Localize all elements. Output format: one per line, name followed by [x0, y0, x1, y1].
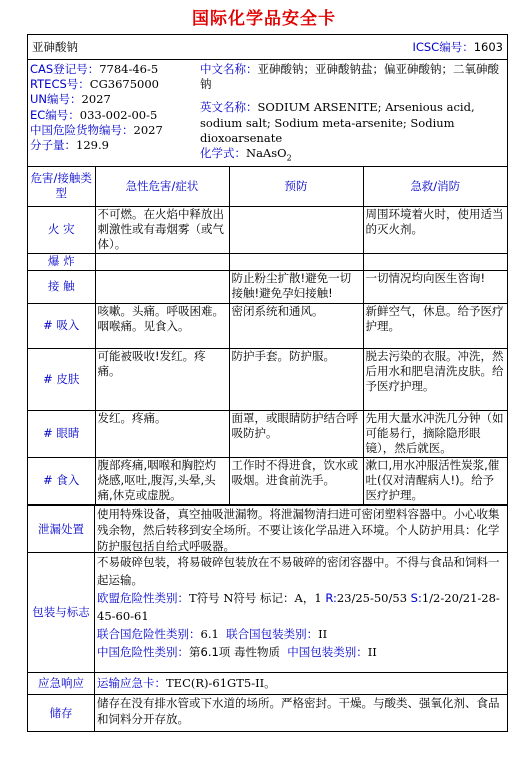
table-row [28, 206, 507, 253]
storage-label: 储存 [28, 695, 95, 731]
row-acute: 腹部疼痛,咽喉和胸腔灼烧感,呕吐,腹泻,头晕,头痛,休克或虚脱。 [95, 457, 229, 504]
rtecs-value: CG3675000 [89, 77, 159, 92]
eu-class-value: T符号 N符号 标记：A，1 [189, 590, 326, 605]
identifier-section [28, 60, 507, 167]
zh-name-label: 中文名称： [200, 62, 258, 76]
formula-main: NaAsO [246, 146, 287, 161]
icsc-label: ICSC编号： [412, 40, 474, 54]
emergency-label: 应急响应 [28, 673, 95, 694]
row-aid: 漱口,用水冲服活性炭浆,催吐(仅对清醒病人!)。给予医疗护理。 [363, 457, 507, 504]
table-row [28, 348, 507, 410]
row-aid: 新鲜空气，休息。给予医疗护理。 [363, 303, 507, 348]
packaging-label: 包装与标志 [28, 553, 95, 672]
un-pack-value: II [318, 626, 328, 641]
hazard-header-row [28, 167, 507, 206]
row-aid: 一切情况均向医生咨询! [363, 270, 507, 303]
emergency-section [28, 673, 507, 695]
cn-pack-value: II [367, 644, 377, 659]
eu-class-line [97, 589, 505, 625]
row-prevent: 防护手套。防护服。 [229, 348, 363, 410]
un-pack-label: 联合国包装类别： [226, 626, 319, 641]
row-category: 爆 炸 [28, 253, 95, 270]
safety-card [27, 34, 508, 732]
row-acute: 不可燃。在火焰中释放出刺激性或有毒烟雾（或气体）。 [95, 206, 229, 253]
cas-line [30, 62, 196, 77]
mw-label: 分子量： [30, 138, 76, 153]
row-prevent: 工作时不得进食，饮水或吸烟。进食前洗手。 [229, 457, 363, 504]
spill-section [28, 506, 507, 553]
row-category: 火 灾 [28, 206, 95, 253]
emergency-card-label: 运输应急卡： [97, 675, 166, 690]
emergency-content [95, 673, 507, 694]
icsc-value: 1603 [473, 40, 503, 54]
row-aid: 脱去污染的衣服。冲洗，然后用水和肥皂清洗皮肤。给予医疗护理。 [363, 348, 507, 410]
row-prevent: 防止粉尘扩散!避免一切接触!避免孕妇接触! [229, 270, 363, 303]
formula-line [200, 146, 505, 166]
header-acute: 急性危害/症状 [95, 167, 229, 206]
cn-danger-label: 中国危险货物编号： [30, 122, 134, 137]
row-category: # 食入 [28, 457, 95, 504]
table-row [28, 270, 507, 303]
row-aid: 先用大量水冲洗几分钟（如可能易行，摘除隐形眼镜），然后就医。 [363, 410, 507, 457]
icsc-number [412, 39, 503, 55]
packaging-section [28, 553, 507, 673]
mw-line [30, 138, 196, 153]
row-prevent [229, 206, 363, 253]
row-aid [363, 253, 507, 270]
mw-value: 129.9 [76, 138, 109, 153]
storage-text: 储存在没有排水管或下水道的场所。严格密封。干燥。与酸类、强氧化剂、食品和饲料分开存放。 [97, 695, 500, 726]
ec-line [30, 108, 196, 123]
cas-value: 7784-46-5 [99, 62, 159, 76]
zh-name-value: 亚砷酸钠；亚砷酸钠盐；偏亚砷酸钠；二氧砷酸钠 [200, 62, 499, 92]
hazard-table [28, 167, 507, 505]
spill-label: 泄漏处置 [28, 506, 95, 552]
cn-class-label: 中国危险性类别： [97, 644, 189, 659]
chemical-name: 亚砷酸钠 [32, 40, 78, 54]
cas-label: CAS登记号： [30, 62, 100, 76]
r-label: R: [325, 590, 337, 605]
row-aid: 周围环境着火时，使用适当的灭火剂。 [363, 206, 507, 253]
cn-class-line [97, 643, 505, 661]
name-bar [28, 35, 507, 60]
table-row [28, 457, 507, 504]
eu-class-label: 欧盟危险性类别： [97, 590, 189, 605]
un-line [30, 92, 196, 107]
en-name-block [200, 100, 505, 146]
row-acute [95, 270, 229, 303]
s-label: S: [410, 590, 422, 605]
row-acute [95, 253, 229, 270]
row-prevent [229, 253, 363, 270]
row-acute: 发红。疼痛。 [95, 410, 229, 457]
un-class-line [97, 625, 505, 643]
identifier-column [28, 60, 198, 166]
ec-label: EC编号： [30, 107, 80, 122]
zh-name-block [200, 62, 505, 92]
ec-value: 033-002-00-5 [79, 107, 158, 122]
packaging-content [95, 553, 507, 672]
row-prevent: 面罩，或眼睛防护结合呼吸防护。 [229, 410, 363, 457]
card-title: 国际化学品安全卡 [192, 9, 336, 29]
hazard-table-row [28, 167, 507, 506]
spill-text: 使用特殊设备，真空抽吸泄漏物。将泄漏物清扫进可密闭塑料容器中。小心收集残余物，然后转移到安全场所。不要让该化学品进入环境。个人防护用具：化学防护服包括自给式呼吸器。 [97, 506, 500, 553]
un-value: 2027 [81, 92, 111, 107]
row-category: # 吸入 [28, 303, 95, 348]
row-category: 接 触 [28, 270, 95, 303]
header-prevent: 预防 [229, 167, 363, 206]
row-category: # 眼睛 [28, 410, 95, 457]
en-name-value: SODIUM ARSENITE; Arsenious acid, sodium salt; Sodium meta-arsenite; Sodium dioxoarsenate [200, 100, 475, 145]
en-name-label: 英文名称： [200, 100, 258, 115]
table-row [28, 303, 507, 348]
un-class-label: 联合国危险性类别： [97, 626, 201, 641]
s-value: 1/2-20/21-28-45-60-61 [97, 590, 500, 623]
emergency-card-value: TEC(R)-61GT5-II。 [166, 675, 276, 690]
un-label: UN编号： [30, 92, 82, 107]
row-prevent: 密闭系统和通风。 [229, 303, 363, 348]
header-type: 危害/接触类型 [28, 167, 95, 206]
formula-subscript: 2 [286, 153, 292, 163]
formula-label: 化学式： [200, 146, 246, 161]
row-category: # 皮肤 [28, 348, 95, 410]
cn-danger-value: 2027 [133, 122, 163, 137]
storage-section [28, 695, 507, 731]
cn-danger-line [30, 123, 196, 138]
cn-pack-label: 中国包装类别： [287, 644, 368, 659]
rtecs-label: RTECS号： [30, 77, 90, 92]
row-acute: 可能被吸收!发红。疼痛。 [95, 348, 229, 410]
rtecs-line [30, 77, 196, 92]
table-row [28, 410, 507, 457]
un-class-value: 6.1 [200, 626, 219, 641]
r-value: 23/25-50/53 [336, 590, 411, 605]
header-aid: 急救/消防 [363, 167, 507, 206]
cn-class-value: 第6.1项 毒性物质 [189, 644, 280, 659]
table-row [28, 253, 507, 270]
names-column [198, 60, 507, 166]
row-acute: 咳嗽。头痛。呼吸困难。咽喉痛。见食入。 [95, 303, 229, 348]
packaging-text: 不易破碎包装，将易破碎包装放在不易破碎的密闭容器中。不得与食品和饲料一起运输。 [97, 554, 500, 587]
